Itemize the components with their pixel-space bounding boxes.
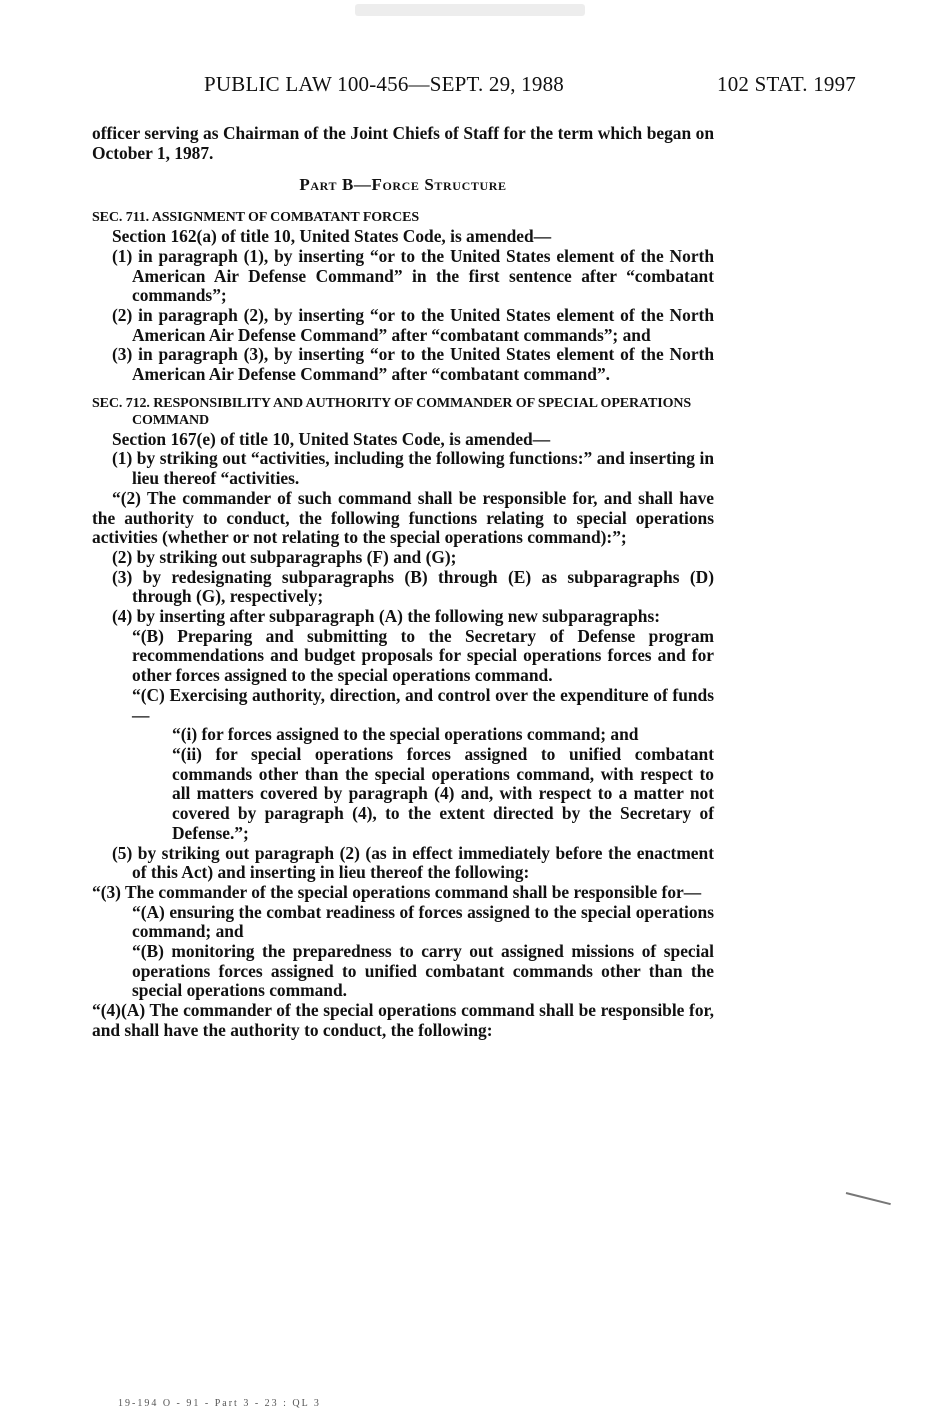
section-711-item-2: (2) in paragraph (2), by inserting “or to the United States element of the North American Air Defense Command” after “combatant commands”; and: [112, 304, 714, 345]
quoted-paragraph-4a: “(4)(A) The commander of the special operations command shall be responsible for, and shall have the authority to conduct, the following:: [92, 1000, 714, 1040]
quoted-clause-ii: “(ii) for special operations forces assigned to unified combatant commands other than the special operations command, with respect to all matters covered by paragraph (4) and, with respect to a matter not covered by paragraph (4), to the extent directed by the Secretary of Defense.”;: [172, 743, 714, 843]
section-711-item-3: (3) in paragraph (3), by inserting “or to the United States element of the North American Air Defense Command” after “combatant command”.: [112, 344, 714, 385]
stat-page-reference: 102 STAT. 1997: [717, 72, 856, 96]
section-711-heading: SEC. 711. ASSIGNMENT OF COMBATANT FORCES: [92, 210, 420, 226]
quoted-paragraph-3: “(3) The commander of the special operations command shall be responsible for—: [92, 881, 702, 902]
section-712-item-1: (1) by striking out “activities, including the following functions:” and inserting in lieu thereof “activities.: [112, 448, 714, 489]
section-712-item-3: (3) by redesignating subparagraphs (B) through (E) as subparagraphs (D) through (G), respectively;: [112, 566, 714, 607]
section-712-item-4: (4) by inserting after subparagraph (A) the following new subparagraphs:: [112, 606, 661, 627]
section-712-heading: SEC. 712. RESPONSIBILITY AND AUTHORITY OF COMMANDER OF SPECIAL OPERATIONS COMMAND: [92, 395, 692, 428]
document-body: [92, 124, 714, 1041]
quoted-clause-i: “(i) for forces assigned to the special operations command; and: [172, 724, 639, 745]
scan-artifact: [355, 4, 585, 16]
quoted-subparagraph-b: “(B) Preparing and submitting to the Secretary of Defense program recommendations and budget proposals for special operations forces and for other forces assigned to the special operations command.: [132, 625, 714, 686]
quoted-paragraph-2: “(2) The commander of such command shall be responsible for, and shall have the authority to conduct, the following functions relating to special operations activities (whether or not relating to the special operations command):”;: [92, 487, 714, 548]
law-title: PUBLIC LAW 100-456—SEPT. 29, 1988: [204, 72, 564, 96]
running-header: [92, 72, 856, 100]
section-712-intro: Section 167(e) of title 10, United States Code, is amended—: [112, 428, 551, 449]
section-711-intro: Section 162(a) of title 10, United States Code, is amended—: [112, 226, 552, 247]
margin-pen-mark: [846, 1192, 891, 1205]
quoted-subparagraph-c: “(C) Exercising authority, direction, and control over the expenditure of funds—: [132, 684, 714, 725]
quoted-subparagraph-3b: “(B) monitoring the preparedness to carry out assigned missions of special operations forces assigned to unified combatant commands other than the special operations command.: [132, 941, 714, 1001]
footer-print-code: 19-194 O - 91 - Part 3 - 23 : QL 3: [118, 1398, 321, 1409]
quoted-subparagraph-3a: “(A) ensuring the combat readiness of forces assigned to the special operations command; and: [132, 901, 714, 942]
continuation-paragraph: officer serving as Chairman of the Joint Chiefs of Staff for the term which began on October 1, 1987.: [92, 123, 714, 163]
part-heading: Part B—Force Structure: [299, 175, 507, 195]
section-711-item-1: (1) in paragraph (1), by inserting “or to the United States element of the North American Air Defense Command” in the first sentence after “combatant commands”;: [112, 245, 714, 306]
section-712-item-5: (5) by striking out paragraph (2) (as in effect immediately before the enactment of this Act) and inserting in lieu thereof the following:: [112, 842, 714, 883]
section-712-item-2: (2) by striking out subparagraphs (F) and (G);: [112, 546, 457, 567]
